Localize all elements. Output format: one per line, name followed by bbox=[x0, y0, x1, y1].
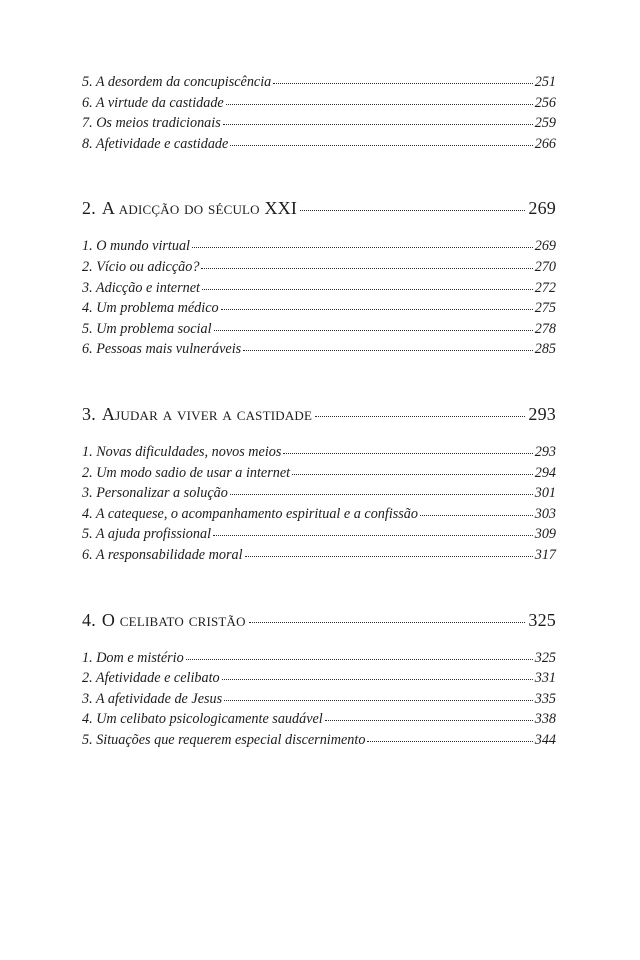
toc-entry[interactable] bbox=[82, 278, 556, 299]
toc-entry-page: 303 bbox=[534, 505, 556, 522]
toc-entry[interactable] bbox=[82, 709, 556, 730]
toc-entry[interactable] bbox=[82, 72, 556, 93]
dot-leader bbox=[292, 465, 533, 477]
toc-entry[interactable] bbox=[82, 339, 556, 360]
toc-entry-page: 335 bbox=[534, 690, 556, 707]
toc-entry-page: 275 bbox=[534, 300, 556, 317]
toc-entry-page: 293 bbox=[534, 443, 556, 460]
dot-leader bbox=[243, 341, 533, 353]
toc-entry-page: 309 bbox=[534, 526, 556, 543]
chapter-number: 4. bbox=[82, 609, 96, 630]
toc-entry-title: 3. A afetividade de Jesus bbox=[82, 690, 223, 707]
toc-entry-page: 317 bbox=[534, 546, 556, 563]
toc-entry-page: 251 bbox=[534, 74, 556, 90]
dot-leader bbox=[192, 238, 533, 250]
toc-chapter-block bbox=[82, 402, 556, 566]
toc-entry[interactable] bbox=[82, 257, 556, 278]
toc-entry-title: 5. A ajuda profissional bbox=[82, 526, 212, 543]
chapter-page: 269 bbox=[528, 198, 556, 219]
toc-entry-title: 1. Dom e mistério bbox=[82, 649, 184, 666]
toc-entry-title: 3. Personalizar a solução bbox=[82, 485, 228, 502]
toc-entry[interactable] bbox=[82, 442, 556, 463]
toc-entry[interactable] bbox=[82, 668, 556, 689]
toc-entry-title: 1. O mundo virtual bbox=[82, 238, 190, 255]
toc-entry[interactable] bbox=[82, 319, 556, 340]
toc-entry[interactable] bbox=[82, 483, 556, 504]
toc-entry-page: 285 bbox=[534, 341, 556, 358]
dot-leader bbox=[230, 485, 533, 497]
dot-leader bbox=[202, 280, 533, 292]
toc-entry-page: 325 bbox=[534, 649, 556, 666]
dot-leader bbox=[325, 711, 533, 723]
toc-entry[interactable] bbox=[82, 524, 556, 545]
chapter-page: 325 bbox=[528, 609, 556, 630]
toc-chapter-block bbox=[82, 608, 556, 751]
toc-entry-list bbox=[82, 648, 556, 751]
dot-leader bbox=[273, 74, 532, 86]
toc-entry-title: 4. Um celibato psicologicamente saudável bbox=[82, 711, 323, 728]
toc-entry-title: 2. Vício ou adicção? bbox=[82, 258, 200, 275]
toc-group-continuation bbox=[82, 72, 556, 154]
dot-leader bbox=[222, 670, 533, 682]
toc-entry-title: 6. A virtude da castidade bbox=[82, 94, 224, 111]
toc-entry[interactable] bbox=[82, 93, 556, 114]
toc-entry-title: 6. Pessoas mais vulneráveis bbox=[82, 341, 242, 358]
toc-entry-title: 2. Um modo sadio de usar a internet bbox=[82, 464, 291, 481]
toc-entry-list bbox=[82, 236, 556, 360]
dot-leader bbox=[249, 612, 526, 626]
dot-leader bbox=[367, 732, 532, 744]
toc-entry[interactable] bbox=[82, 648, 556, 669]
toc-entry-title: 1. Novas dificuldades, novos meios bbox=[82, 443, 282, 460]
dot-leader bbox=[315, 406, 525, 420]
chapter-number: 3. bbox=[82, 403, 96, 424]
toc-entry-title: 7. Os meios tradicionais bbox=[82, 115, 221, 132]
toc-entry-page: 272 bbox=[534, 279, 556, 296]
toc-entry-title: 6. A responsabilidade moral bbox=[82, 546, 243, 563]
toc-entry[interactable] bbox=[82, 463, 556, 484]
toc-entry-page: 256 bbox=[534, 94, 556, 111]
toc-entry-title: 3. Adicção e internet bbox=[82, 279, 200, 296]
toc-entry[interactable] bbox=[82, 730, 556, 751]
toc-entry[interactable] bbox=[82, 504, 556, 525]
toc-entry-page: 301 bbox=[534, 485, 556, 502]
dot-leader bbox=[300, 200, 525, 214]
chapter-number: 2. bbox=[82, 198, 96, 219]
toc-entry-page: 344 bbox=[534, 731, 556, 748]
dot-leader bbox=[213, 526, 533, 538]
toc-entry-title: 4. A catequese, o acompanhamento espiritual e a confissão bbox=[82, 505, 418, 522]
toc-entry-page: 270 bbox=[534, 258, 556, 275]
toc-entry-page: 294 bbox=[534, 464, 556, 481]
toc-chapter-heading[interactable] bbox=[82, 196, 556, 220]
toc-entry-page: 269 bbox=[534, 238, 556, 255]
dot-leader bbox=[245, 547, 533, 559]
toc-entry-page: 259 bbox=[534, 115, 556, 132]
toc-entry-page: 266 bbox=[534, 135, 556, 152]
dot-leader bbox=[214, 321, 533, 333]
toc-chapter-heading[interactable] bbox=[82, 402, 556, 426]
table-of-contents bbox=[82, 72, 556, 750]
chapter-title: O celibato cristão bbox=[101, 609, 246, 630]
toc-entry-list bbox=[82, 442, 556, 566]
toc-entry[interactable] bbox=[82, 236, 556, 257]
dot-leader bbox=[221, 300, 533, 312]
chapter-page: 293 bbox=[528, 403, 556, 424]
toc-entry[interactable] bbox=[82, 298, 556, 319]
chapter-title: A adicção do século XXI bbox=[101, 198, 298, 219]
dot-leader bbox=[230, 136, 532, 148]
toc-entry-title: 8. Afetividade e castidade bbox=[82, 135, 229, 152]
toc-chapter-heading[interactable] bbox=[82, 608, 556, 632]
toc-entry-title: 5. Um problema social bbox=[82, 320, 212, 337]
toc-entry-page: 278 bbox=[534, 320, 556, 337]
toc-entry-title: 2. Afetividade e celibato bbox=[82, 670, 220, 687]
toc-entry-title: 4. Um problema médico bbox=[82, 300, 219, 317]
dot-leader bbox=[223, 115, 533, 127]
toc-entry-title: 5. A desordem da concupiscência bbox=[82, 74, 272, 90]
dot-leader bbox=[186, 650, 533, 662]
toc-entry[interactable] bbox=[82, 545, 556, 566]
toc-entry[interactable] bbox=[82, 113, 556, 134]
toc-entry[interactable] bbox=[82, 689, 556, 710]
toc-entry-title: 5. Situações que requerem especial discernimento bbox=[82, 731, 366, 748]
toc-entry[interactable] bbox=[82, 134, 556, 155]
chapter-title: Ajudar a viver a castidade bbox=[101, 403, 313, 424]
dot-leader bbox=[224, 691, 533, 703]
dot-leader bbox=[283, 444, 532, 456]
dot-leader bbox=[420, 506, 533, 518]
toc-entry-page: 331 bbox=[534, 670, 556, 687]
toc-entry-page: 338 bbox=[534, 711, 556, 728]
dot-leader bbox=[226, 95, 533, 107]
dot-leader bbox=[201, 259, 532, 271]
toc-chapter-block bbox=[82, 196, 556, 360]
